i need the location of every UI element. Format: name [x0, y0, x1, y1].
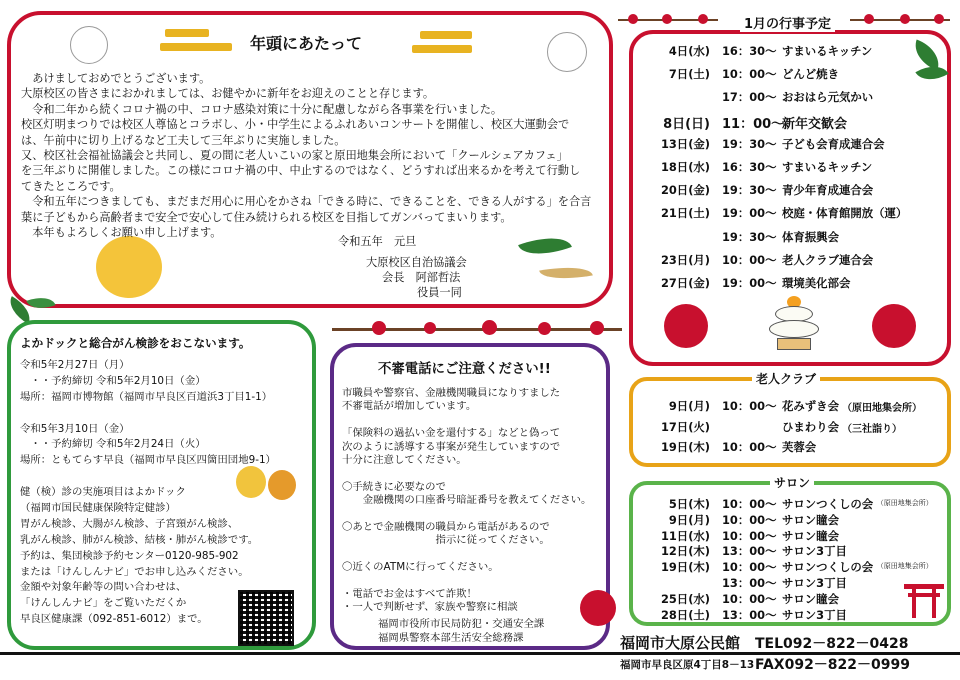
event-date: 23日(月): [660, 252, 710, 267]
event-note: （原田地集会所）: [876, 562, 933, 571]
qr-code-icon: [238, 590, 294, 646]
text-line: 市職員や警察官、金融機関職員になりすました: [342, 387, 561, 399]
event-name: おおはら元気かい: [782, 90, 874, 105]
text-line: （福岡市国民健康保険特定健診）: [20, 502, 176, 515]
checkup-title: よかドックと総合がん検診をおこないます。: [20, 336, 251, 350]
event-row: [640, 439, 940, 460]
event-name: すまいるキッチン: [782, 44, 873, 58]
event-row: [640, 496, 940, 512]
text-line: [342, 413, 604, 426]
event-date: 13日(金): [660, 136, 710, 151]
text-line: 予約は、集団検診予約センター0120-985-902: [20, 549, 239, 562]
gold-bar-left: [165, 29, 209, 37]
event-name: サロンつくしの会: [782, 560, 874, 575]
event-name: サロン瞳会: [782, 528, 839, 543]
text-line: 金額や対象年齢等の問い合わせは、: [20, 581, 187, 594]
events-title: 1月の行事予定: [740, 13, 835, 32]
event-time: 13：00～: [722, 607, 777, 622]
event-name: どんど焼き: [782, 67, 839, 82]
plum-branch-icon: [618, 14, 718, 26]
ume-flower-icon: [872, 304, 916, 348]
text-line: [342, 547, 604, 560]
text-line: 令和五年につきましても、まだまだ用心に用心をかさね「できる時に、できることを、できる人がする」を合言: [21, 195, 592, 209]
event-name: 環境美化部会: [782, 276, 851, 290]
gold-bar-right: [420, 31, 472, 39]
event-row: [640, 205, 940, 228]
event-name: 体育振興会: [782, 229, 839, 244]
event-name: ひまわり会: [782, 419, 839, 434]
text-line: 胃がん検診、大腸がん検診、子宮頸がん検診、: [20, 517, 239, 530]
text-line: [342, 573, 604, 586]
text-line: 令和5年3月10日（金）: [20, 422, 130, 435]
event-row: [640, 512, 940, 528]
event-row: [640, 559, 940, 575]
event-name: サロン瞳会: [782, 591, 839, 606]
kagami-mochi-icon: [763, 296, 825, 352]
footer-address: 福岡市早良区原4丁目8－13: [620, 659, 755, 671]
text-line: 「けんしんナビ」をご覧いただくか: [20, 597, 187, 610]
event-name: サロン瞳会: [782, 512, 839, 527]
text-line: 大原校区の皆さまにおかれましては、お健やかに新年をお迎えのことと存じます。: [21, 87, 435, 101]
event-row: [640, 229, 940, 252]
ume-flower-icon: [580, 590, 616, 626]
text-line: 令和二年から続くコロナ禍の中、コロナ感染対策に十分に配慮しながら各事業を行いました。: [21, 102, 503, 116]
text-line: ・一人で判断せず、家族や警察に相談: [342, 601, 518, 614]
event-name: サロンつくしの会: [782, 497, 874, 511]
greeting-title: 年頭にあたって: [250, 34, 363, 53]
event-date: 18日(水): [660, 160, 710, 174]
gold-bar-left-2: [160, 43, 232, 51]
event-row: [640, 159, 940, 182]
event-name: 芙蓉会: [782, 440, 817, 454]
text-line: 不審電話が増加しています。: [342, 400, 477, 413]
text-line: あけましておめでとうございます。: [21, 72, 211, 85]
greeting-staff: 役員一同: [417, 286, 462, 299]
checkup-body: [20, 358, 310, 628]
mascot-icon: [268, 470, 296, 500]
text-line: ・・予約締切 令和5年2月24日（火）: [20, 438, 206, 451]
event-date: 25日(水): [660, 591, 710, 606]
event-time: 19：00～: [722, 276, 777, 290]
seniors-title: 老人クラブ: [752, 370, 820, 387]
event-date: 4日(水): [668, 44, 710, 58]
event-row: [640, 591, 940, 607]
event-time: 10：00～: [722, 528, 777, 543]
text-line: 「保険料の過払い金を還付する」などと偽って: [342, 427, 561, 440]
footer-name: 福岡市大原公民館: [620, 634, 741, 652]
event-time: 16：30～: [722, 160, 777, 174]
event-name: サロン3丁目: [782, 576, 847, 590]
text-line: 〇あとで金融機関の職員から電話があるので: [342, 520, 550, 533]
shrine-gate-icon: [904, 584, 944, 618]
event-time: 10：00～: [722, 497, 777, 511]
event-date: 5日(木): [668, 497, 710, 511]
event-time: 19：30～: [722, 183, 777, 198]
ume-outline-icon: [547, 32, 587, 72]
event-date: 17日(火): [660, 419, 710, 434]
plum-branch-icon: [332, 320, 622, 338]
text-line: 十分に注意してください。: [342, 453, 467, 466]
greeting-chair: 会長 阿部哲法: [382, 271, 461, 284]
event-time: 19：30～: [722, 136, 777, 151]
event-row: [640, 89, 940, 112]
scam-title: 不審電話にご注意ください!!: [378, 362, 551, 377]
event-date: 21日(土): [660, 206, 710, 221]
event-time: 10：00～: [722, 560, 777, 575]
greeting-org: 大原校区自治協議会: [366, 256, 467, 269]
text-line: 金融機関の口座番号暗証番号を教えてください。: [342, 494, 592, 507]
greeting-body: [21, 71, 606, 240]
text-line: 健（検）診の実施項目はよかドック: [20, 486, 186, 499]
event-name: 花みずき会: [782, 399, 839, 413]
text-line: ・・予約締切 令和5年2月10日（金）: [20, 374, 206, 387]
event-time: 16：30～: [722, 44, 777, 58]
event-name: 新年交歓会: [782, 116, 848, 132]
event-date: 7日(土): [668, 67, 710, 82]
event-time: 10：00～: [722, 591, 777, 606]
mascot-icon: [236, 466, 266, 498]
event-name: 子ども会育成連合会: [782, 136, 885, 151]
event-row: [640, 43, 940, 66]
event-date: 12日(木): [660, 544, 710, 559]
text-line: 場所：福岡市博物館（福岡市早良区百道浜3丁目1-1）: [20, 390, 273, 403]
text-line: [20, 406, 310, 422]
event-name: サロン3丁目: [782, 607, 847, 622]
text-line: 又、校区社会福祉協議会と共同し、夏の間に老人いこいの家と原田地集会所において「クールシェアカフェ」: [21, 148, 568, 162]
gold-bar-right-2: [412, 45, 472, 53]
event-row: [640, 113, 940, 136]
event-time: 11：00～: [722, 116, 785, 132]
event-date: 9日(月): [668, 399, 710, 413]
text-line: 本年もよろしくお願い申し上げます。: [21, 225, 222, 239]
event-row: [640, 607, 940, 623]
event-note: （三社詣り）: [842, 423, 902, 435]
event-time: 10：00～: [722, 67, 777, 82]
text-line: 〇手続きに必要なので: [342, 480, 446, 493]
ume-flower-icon: [664, 304, 708, 348]
text-line: 校区灯明まつりでは校区人尊協とコラボし、小・中学生によるふれあいコンサートを開催し、校区大運動会で: [21, 118, 570, 132]
event-row: [640, 543, 940, 559]
footer-tel: TEL092－822－0428: [755, 636, 909, 652]
event-time: 10：00～: [722, 512, 777, 527]
event-date: 27日(金): [660, 276, 710, 290]
event-name: サロン3丁目: [782, 544, 847, 559]
text-line: [20, 469, 310, 485]
text-line: 場所：ともてらす早良（福岡市早良区四箇田団地9-1）: [20, 454, 276, 467]
event-name: 老人クラブ連合会: [782, 252, 874, 267]
event-row: [640, 419, 940, 440]
event-time: 10：00～: [722, 399, 777, 413]
event-date: 19日(木): [660, 560, 710, 575]
event-note: （原田地集会所）: [842, 403, 922, 414]
text-line: を三年ぶりに開催しました。この様にコロナ禍の中、中止するのではなく、どうすれば出来るかを考えて行動し: [21, 164, 581, 178]
event-row: [640, 528, 940, 544]
event-row: [640, 252, 940, 275]
text-line: 指示に従ってください。: [342, 534, 550, 547]
event-time: 13：00～: [722, 544, 777, 559]
plum-branch-icon: [850, 14, 950, 26]
yellow-ume-icon: [96, 236, 162, 298]
scam-body: [342, 386, 604, 614]
text-line: [342, 507, 604, 520]
event-time: 13：00～: [722, 576, 777, 590]
event-row: [640, 66, 940, 89]
text-line: 乳がん検診、肺がん検診、結核・肺がん検診です。: [20, 533, 259, 546]
event-time: 19：30～: [722, 229, 777, 244]
event-date: 8日(日): [663, 116, 710, 132]
footer-fax: FAX092－822－0999: [755, 657, 910, 673]
event-note: （原田地集会所）: [876, 499, 933, 507]
scam-footer-1: 福岡市役所市民局防犯・交通安全課: [378, 618, 545, 630]
greeting-date: 令和五年 元旦: [338, 235, 417, 248]
event-row: [640, 136, 940, 159]
event-row: [640, 275, 940, 298]
event-time: 17：00～: [722, 90, 777, 105]
event-date: 11日(水): [660, 528, 710, 543]
text-line: てきたところです。: [21, 179, 121, 193]
text-line: ・電話でお金はすべて詐欺！: [342, 587, 477, 600]
scam-footer-2: 福岡県警察本部生活安全総務課: [378, 632, 524, 644]
ume-outline-icon: [70, 26, 108, 64]
salon-title: サロン: [770, 474, 814, 491]
event-name: 校庭・体育館開放（運）: [782, 206, 908, 221]
text-line: 次のように誘導する事案が発生していますので: [342, 440, 561, 453]
event-date: 28日(土): [660, 607, 710, 622]
event-name: 青少年育成連合会: [782, 183, 874, 198]
text-line: は、午前中に切り上げるなど工夫して三年ぶりに実施しました。: [21, 133, 346, 147]
text-line: または「けんしんナビ」でお申し込みください。: [20, 565, 249, 578]
event-time: 10：00～: [722, 252, 777, 267]
event-date: 20日(金): [660, 183, 710, 198]
event-name: すまいるキッチン: [782, 160, 873, 174]
text-line: 葉に子どもから高齢者まで安全で安心して住み続けられる校区を目指してガンバってまいります。: [21, 210, 512, 224]
text-line: 令和5年2月27日（月）: [20, 359, 130, 371]
event-row: [640, 575, 940, 591]
event-row: [640, 398, 940, 419]
event-date: 19日(木): [660, 440, 710, 454]
text-line: 〇近くのATMに行ってください。: [342, 561, 499, 574]
text-line: 早良区健康課（092-851-6012）まで。: [20, 613, 208, 626]
text-line: [342, 466, 604, 479]
event-date: 9日(月): [668, 512, 710, 527]
event-row: [640, 182, 940, 205]
event-time: 19：00～: [722, 206, 777, 221]
event-time: 10：00～: [722, 440, 777, 454]
